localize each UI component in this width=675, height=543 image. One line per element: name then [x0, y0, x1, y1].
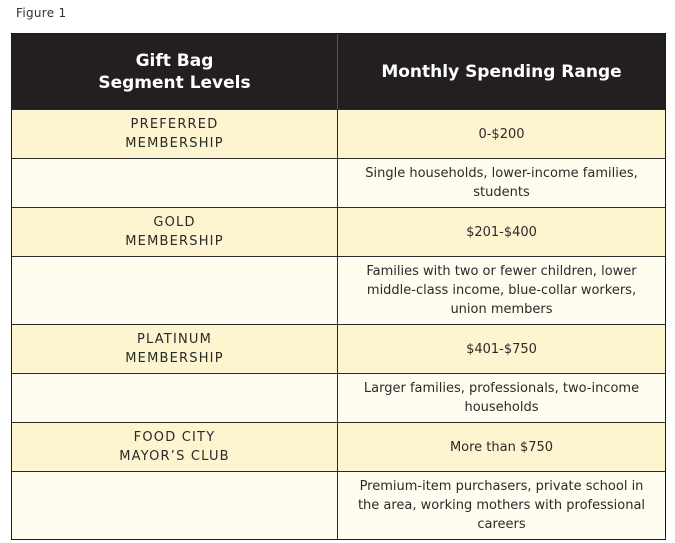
- description-cell: Single households, lower-income families, students: [365, 166, 638, 200]
- spending-range-cell: 0-$200: [478, 126, 525, 142]
- spending-range-cell: More than $750: [449, 439, 554, 455]
- tier-name-cell: FOOD CITY MAYOR’S CLUB: [12, 423, 338, 471]
- empty-cell: [12, 257, 338, 324]
- spending-range-cell: $201-$400: [466, 224, 537, 240]
- description-cell: Premium-item purchasers, private school in the area, working mothers with professional careers: [357, 479, 646, 532]
- description-cell: Families with two or fewer children, lower middle-class income, blue-collar workers, union members: [366, 264, 637, 317]
- empty-cell: [12, 374, 338, 422]
- spending-range-cell: $401-$750: [466, 341, 537, 357]
- table-row: [12, 324, 665, 373]
- table-row: [12, 158, 665, 207]
- header-segment-levels: Gift Bag Segment Levels: [12, 34, 338, 109]
- table-row: [12, 207, 665, 256]
- table-row: [12, 109, 665, 158]
- segment-table: [11, 33, 666, 540]
- figure-label: Figure 1: [16, 6, 67, 20]
- table-row: [12, 422, 665, 471]
- empty-cell: [12, 472, 338, 539]
- table-row: [12, 373, 665, 422]
- tier-name-cell: PREFERRED MEMBERSHIP: [12, 110, 338, 158]
- tier-name-cell: PLATINUM MEMBERSHIP: [12, 325, 338, 373]
- description-cell: Larger families, professionals, two-income households: [363, 381, 640, 415]
- table-row: [12, 471, 665, 539]
- tier-name-cell: GOLD MEMBERSHIP: [12, 208, 338, 256]
- table-header: [12, 34, 665, 109]
- table-row: [12, 256, 665, 324]
- empty-cell: [12, 159, 338, 207]
- header-monthly-spending-range: Monthly Spending Range: [381, 61, 622, 82]
